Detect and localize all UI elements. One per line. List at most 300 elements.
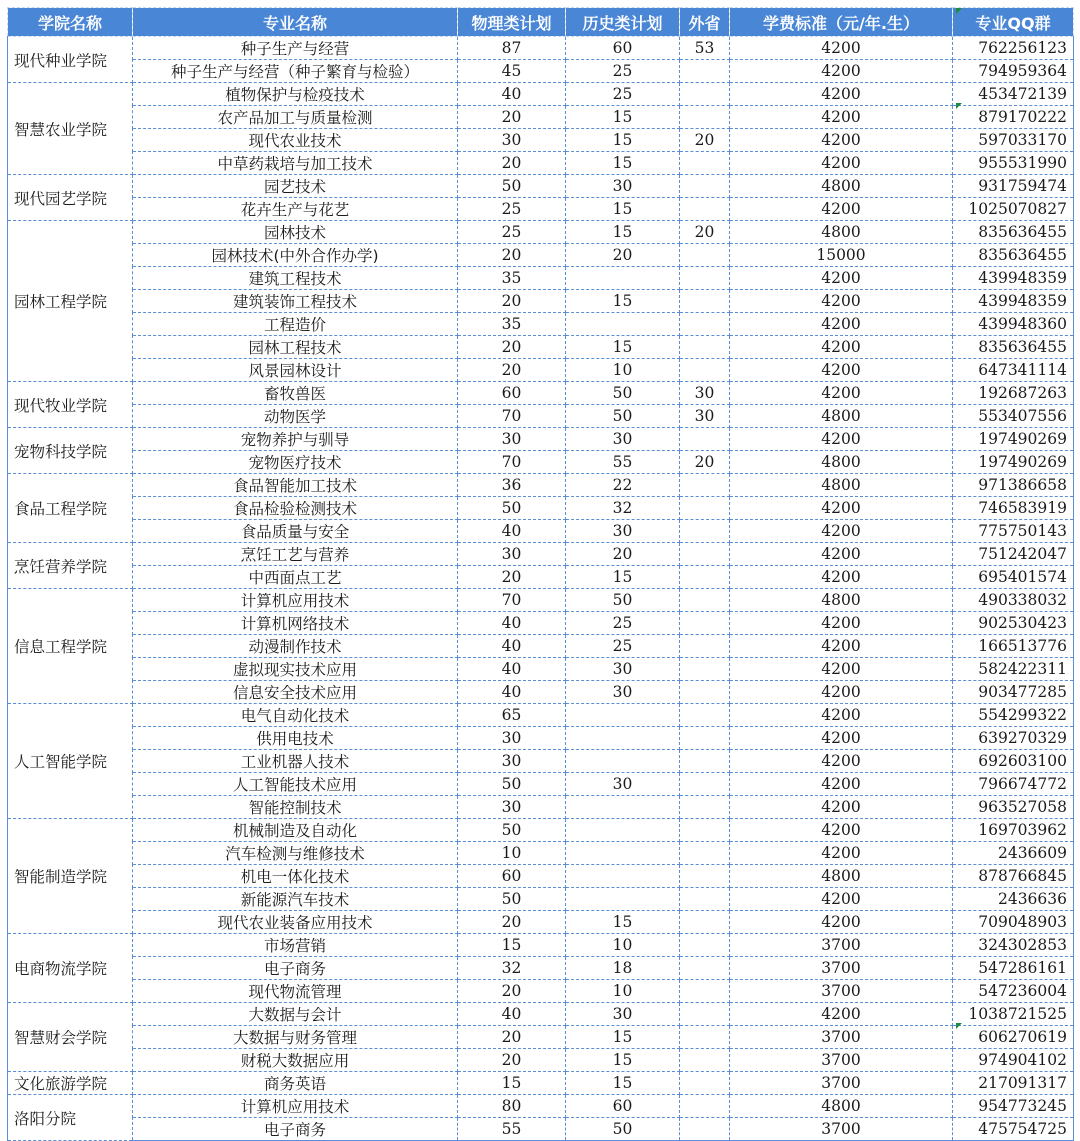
qq-group-cell[interactable]: 547286161	[953, 957, 1074, 980]
tuition-cell[interactable]: 4200	[730, 681, 953, 704]
tuition-cell[interactable]: 4800	[730, 221, 953, 244]
physics-plan-cell[interactable]: 50	[458, 888, 566, 911]
college-name-cell[interactable]: 宠物科技学院	[8, 428, 133, 474]
qq-group-cell[interactable]: 553407556	[953, 405, 1074, 428]
tuition-cell[interactable]: 4200	[730, 612, 953, 635]
tuition-cell[interactable]: 4200	[730, 106, 953, 129]
history-plan-cell[interactable]: 15	[566, 336, 680, 359]
major-cell[interactable]: 大数据与财务管理	[133, 1026, 458, 1049]
major-cell[interactable]: 园艺技术	[133, 175, 458, 198]
college-name-cell[interactable]: 智慧农业学院	[8, 83, 133, 175]
history-plan-cell[interactable]: 10	[566, 980, 680, 1003]
other-province-cell[interactable]	[680, 497, 730, 520]
other-province-cell[interactable]	[680, 543, 730, 566]
other-province-cell[interactable]	[680, 612, 730, 635]
other-province-cell[interactable]	[680, 1003, 730, 1026]
history-plan-cell[interactable]: 25	[566, 612, 680, 635]
physics-plan-cell[interactable]: 65	[458, 704, 566, 727]
history-plan-cell[interactable]: 15	[566, 911, 680, 934]
major-cell[interactable]: 中草药栽培与加工技术	[133, 152, 458, 175]
other-province-cell[interactable]	[680, 888, 730, 911]
qq-group-cell[interactable]: 2436609	[953, 842, 1074, 865]
physics-plan-cell[interactable]: 25	[458, 198, 566, 221]
physics-plan-cell[interactable]: 70	[458, 589, 566, 612]
tuition-cell[interactable]: 4200	[730, 382, 953, 405]
qq-group-cell[interactable]: 695401574	[953, 566, 1074, 589]
major-cell[interactable]: 建筑工程技术	[133, 267, 458, 290]
physics-plan-cell[interactable]: 10	[458, 842, 566, 865]
major-cell[interactable]: 食品质量与安全	[133, 520, 458, 543]
qq-group-cell[interactable]: 903477285	[953, 681, 1074, 704]
qq-group-cell[interactable]: 453472139	[953, 83, 1074, 106]
qq-group-cell[interactable]: 1038721525	[953, 1003, 1074, 1026]
other-province-cell[interactable]	[680, 198, 730, 221]
history-plan-cell[interactable]: 15	[566, 566, 680, 589]
other-province-cell[interactable]	[680, 1072, 730, 1095]
physics-plan-cell[interactable]: 50	[458, 819, 566, 842]
tuition-cell[interactable]: 4200	[730, 497, 953, 520]
physics-plan-cell[interactable]: 30	[458, 727, 566, 750]
tuition-cell[interactable]: 4200	[730, 267, 953, 290]
tuition-cell[interactable]: 4800	[730, 405, 953, 428]
physics-plan-cell[interactable]: 60	[458, 382, 566, 405]
major-cell[interactable]: 园林技术	[133, 221, 458, 244]
other-province-cell[interactable]	[680, 635, 730, 658]
tuition-cell[interactable]: 4200	[730, 543, 953, 566]
history-plan-cell[interactable]: 25	[566, 60, 680, 83]
physics-plan-cell[interactable]: 50	[458, 175, 566, 198]
physics-plan-cell[interactable]: 20	[458, 336, 566, 359]
qq-group-cell[interactable]: 582422311	[953, 658, 1074, 681]
qq-group-cell[interactable]: 197490269	[953, 428, 1074, 451]
tuition-cell[interactable]: 4200	[730, 359, 953, 382]
history-plan-cell[interactable]	[566, 267, 680, 290]
history-plan-cell[interactable]: 15	[566, 290, 680, 313]
history-plan-cell[interactable]: 30	[566, 520, 680, 543]
other-province-cell[interactable]	[680, 842, 730, 865]
tuition-cell[interactable]: 3700	[730, 1026, 953, 1049]
college-name-cell[interactable]: 信息工程学院	[8, 589, 133, 704]
qq-group-cell[interactable]: 2436636	[953, 888, 1074, 911]
history-plan-cell[interactable]: 50	[566, 1118, 680, 1141]
physics-plan-cell[interactable]: 60	[458, 865, 566, 888]
major-cell[interactable]: 农产品加工与质量检测	[133, 106, 458, 129]
physics-plan-cell[interactable]: 30	[458, 428, 566, 451]
other-province-cell[interactable]	[680, 290, 730, 313]
qq-group-cell[interactable]: 439948360	[953, 313, 1074, 336]
history-plan-cell[interactable]	[566, 313, 680, 336]
qq-group-cell[interactable]: 878766845	[953, 865, 1074, 888]
history-plan-cell[interactable]: 30	[566, 175, 680, 198]
header-major[interactable]: 专业名称	[133, 8, 458, 37]
major-cell[interactable]: 财税大数据应用	[133, 1049, 458, 1072]
qq-group-cell[interactable]: 192687263	[953, 382, 1074, 405]
history-plan-cell[interactable]: 30	[566, 428, 680, 451]
physics-plan-cell[interactable]: 40	[458, 681, 566, 704]
physics-plan-cell[interactable]: 50	[458, 497, 566, 520]
tuition-cell[interactable]: 4200	[730, 819, 953, 842]
physics-plan-cell[interactable]: 30	[458, 543, 566, 566]
tuition-cell[interactable]: 3700	[730, 957, 953, 980]
physics-plan-cell[interactable]: 55	[458, 1118, 566, 1141]
major-cell[interactable]: 工业机器人技术	[133, 750, 458, 773]
tuition-cell[interactable]: 4800	[730, 451, 953, 474]
tuition-cell[interactable]: 3700	[730, 1072, 953, 1095]
history-plan-cell[interactable]: 10	[566, 934, 680, 957]
major-cell[interactable]: 种子生产与经营	[133, 37, 458, 60]
physics-plan-cell[interactable]: 25	[458, 221, 566, 244]
qq-group-cell[interactable]: 166513776	[953, 635, 1074, 658]
tuition-cell[interactable]: 4800	[730, 175, 953, 198]
history-plan-cell[interactable]: 25	[566, 635, 680, 658]
header-tuition[interactable]: 学费标准（元/年.生）	[730, 8, 953, 37]
qq-group-cell[interactable]: 955531990	[953, 152, 1074, 175]
other-province-cell[interactable]	[680, 1049, 730, 1072]
tuition-cell[interactable]: 4800	[730, 865, 953, 888]
qq-group-cell[interactable]: 692603100	[953, 750, 1074, 773]
history-plan-cell[interactable]: 15	[566, 1026, 680, 1049]
history-plan-cell[interactable]: 55	[566, 451, 680, 474]
history-plan-cell[interactable]	[566, 888, 680, 911]
major-cell[interactable]: 计算机网络技术	[133, 612, 458, 635]
major-cell[interactable]: 种子生产与经营（种子繁育与检验）	[133, 60, 458, 83]
physics-plan-cell[interactable]: 20	[458, 1026, 566, 1049]
college-name-cell[interactable]: 洛阳分院	[8, 1095, 133, 1141]
qq-group-cell[interactable]: 879170222	[953, 106, 1074, 129]
college-name-cell[interactable]: 现代种业学院	[8, 37, 133, 83]
other-province-cell[interactable]	[680, 796, 730, 819]
physics-plan-cell[interactable]: 80	[458, 1095, 566, 1118]
other-province-cell[interactable]	[680, 566, 730, 589]
physics-plan-cell[interactable]: 20	[458, 1049, 566, 1072]
major-cell[interactable]: 汽车检测与维修技术	[133, 842, 458, 865]
history-plan-cell[interactable]	[566, 842, 680, 865]
other-province-cell[interactable]: 30	[680, 405, 730, 428]
major-cell[interactable]: 园林技术(中外合作办学)	[133, 244, 458, 267]
history-plan-cell[interactable]: 15	[566, 1072, 680, 1095]
college-name-cell[interactable]: 电商物流学院	[8, 934, 133, 1003]
history-plan-cell[interactable]	[566, 704, 680, 727]
qq-group-cell[interactable]: 547236004	[953, 980, 1074, 1003]
physics-plan-cell[interactable]: 45	[458, 60, 566, 83]
physics-plan-cell[interactable]: 70	[458, 451, 566, 474]
major-cell[interactable]: 宠物医疗技术	[133, 451, 458, 474]
tuition-cell[interactable]: 3700	[730, 980, 953, 1003]
other-province-cell[interactable]	[680, 589, 730, 612]
physics-plan-cell[interactable]: 20	[458, 911, 566, 934]
qq-group-cell[interactable]: 639270329	[953, 727, 1074, 750]
qq-group-cell[interactable]: 606270619	[953, 1026, 1074, 1049]
major-cell[interactable]: 计算机应用技术	[133, 589, 458, 612]
other-province-cell[interactable]	[680, 83, 730, 106]
tuition-cell[interactable]: 3700	[730, 1118, 953, 1141]
other-province-cell[interactable]	[680, 934, 730, 957]
other-province-cell[interactable]	[680, 773, 730, 796]
major-cell[interactable]: 供用电技术	[133, 727, 458, 750]
history-plan-cell[interactable]: 15	[566, 1049, 680, 1072]
history-plan-cell[interactable]	[566, 865, 680, 888]
history-plan-cell[interactable]: 15	[566, 152, 680, 175]
college-name-cell[interactable]: 烹饪营养学院	[8, 543, 133, 589]
physics-plan-cell[interactable]: 15	[458, 1072, 566, 1095]
physics-plan-cell[interactable]: 20	[458, 290, 566, 313]
qq-group-cell[interactable]: 490338032	[953, 589, 1074, 612]
physics-plan-cell[interactable]: 70	[458, 405, 566, 428]
tuition-cell[interactable]: 4200	[730, 888, 953, 911]
major-cell[interactable]: 人工智能技术应用	[133, 773, 458, 796]
header-qq-group[interactable]: 专业QQ群	[953, 8, 1074, 37]
tuition-cell[interactable]: 4200	[730, 152, 953, 175]
header-college[interactable]: 学院名称	[8, 8, 133, 37]
other-province-cell[interactable]	[680, 681, 730, 704]
other-province-cell[interactable]	[680, 520, 730, 543]
major-cell[interactable]: 烹饪工艺与营养	[133, 543, 458, 566]
qq-group-cell[interactable]: 475754725	[953, 1118, 1074, 1141]
other-province-cell[interactable]	[680, 658, 730, 681]
qq-group-cell[interactable]: 751242047	[953, 543, 1074, 566]
physics-plan-cell[interactable]: 20	[458, 244, 566, 267]
tuition-cell[interactable]: 4200	[730, 313, 953, 336]
major-cell[interactable]: 商务英语	[133, 1072, 458, 1095]
physics-plan-cell[interactable]: 40	[458, 1003, 566, 1026]
physics-plan-cell[interactable]: 40	[458, 83, 566, 106]
other-province-cell[interactable]	[680, 819, 730, 842]
other-province-cell[interactable]: 20	[680, 221, 730, 244]
history-plan-cell[interactable]: 20	[566, 543, 680, 566]
tuition-cell[interactable]: 4200	[730, 773, 953, 796]
tuition-cell[interactable]: 4200	[730, 704, 953, 727]
other-province-cell[interactable]	[680, 152, 730, 175]
other-province-cell[interactable]	[680, 267, 730, 290]
other-province-cell[interactable]: 20	[680, 129, 730, 152]
physics-plan-cell[interactable]: 15	[458, 934, 566, 957]
physics-plan-cell[interactable]: 20	[458, 980, 566, 1003]
major-cell[interactable]: 食品检验检测技术	[133, 497, 458, 520]
major-cell[interactable]: 市场营销	[133, 934, 458, 957]
other-province-cell[interactable]	[680, 336, 730, 359]
other-province-cell[interactable]	[680, 428, 730, 451]
qq-group-cell[interactable]: 324302853	[953, 934, 1074, 957]
qq-group-cell[interactable]: 835636455	[953, 336, 1074, 359]
tuition-cell[interactable]: 4200	[730, 83, 953, 106]
qq-group-cell[interactable]: 1025070827	[953, 198, 1074, 221]
major-cell[interactable]: 动漫制作技术	[133, 635, 458, 658]
tuition-cell[interactable]: 4200	[730, 129, 953, 152]
physics-plan-cell[interactable]: 40	[458, 612, 566, 635]
qq-group-cell[interactable]: 794959364	[953, 60, 1074, 83]
other-province-cell[interactable]	[680, 980, 730, 1003]
other-province-cell[interactable]	[680, 1026, 730, 1049]
major-cell[interactable]: 电子商务	[133, 957, 458, 980]
history-plan-cell[interactable]: 30	[566, 773, 680, 796]
qq-group-cell[interactable]: 647341114	[953, 359, 1074, 382]
college-name-cell[interactable]: 文化旅游学院	[8, 1072, 133, 1095]
tuition-cell[interactable]: 4200	[730, 37, 953, 60]
qq-group-cell[interactable]: 902530423	[953, 612, 1074, 635]
qq-group-cell[interactable]: 217091317	[953, 1072, 1074, 1095]
physics-plan-cell[interactable]: 40	[458, 658, 566, 681]
history-plan-cell[interactable]: 50	[566, 382, 680, 405]
physics-plan-cell[interactable]: 20	[458, 566, 566, 589]
college-name-cell[interactable]: 园林工程学院	[8, 221, 133, 382]
major-cell[interactable]: 大数据与会计	[133, 1003, 458, 1026]
physics-plan-cell[interactable]: 35	[458, 267, 566, 290]
qq-group-cell[interactable]: 971386658	[953, 474, 1074, 497]
history-plan-cell[interactable]: 50	[566, 405, 680, 428]
college-name-cell[interactable]: 现代园艺学院	[8, 175, 133, 221]
other-province-cell[interactable]: 20	[680, 451, 730, 474]
other-province-cell[interactable]: 30	[680, 382, 730, 405]
major-cell[interactable]: 风景园林设计	[133, 359, 458, 382]
tuition-cell[interactable]: 4200	[730, 60, 953, 83]
qq-group-cell[interactable]: 746583919	[953, 497, 1074, 520]
history-plan-cell[interactable]: 30	[566, 658, 680, 681]
major-cell[interactable]: 畜牧兽医	[133, 382, 458, 405]
tuition-cell[interactable]: 4200	[730, 911, 953, 934]
major-cell[interactable]: 新能源汽车技术	[133, 888, 458, 911]
qq-group-cell[interactable]: 974904102	[953, 1049, 1074, 1072]
physics-plan-cell[interactable]: 40	[458, 520, 566, 543]
other-province-cell[interactable]	[680, 106, 730, 129]
physics-plan-cell[interactable]: 32	[458, 957, 566, 980]
major-cell[interactable]: 宠物养护与驯导	[133, 428, 458, 451]
major-cell[interactable]: 电子商务	[133, 1118, 458, 1141]
major-cell[interactable]: 虚拟现实技术应用	[133, 658, 458, 681]
history-plan-cell[interactable]	[566, 819, 680, 842]
other-province-cell[interactable]	[680, 474, 730, 497]
history-plan-cell[interactable]: 30	[566, 1003, 680, 1026]
history-plan-cell[interactable]: 15	[566, 221, 680, 244]
history-plan-cell[interactable]: 15	[566, 106, 680, 129]
history-plan-cell[interactable]	[566, 750, 680, 773]
major-cell[interactable]: 现代农业装备应用技术	[133, 911, 458, 934]
history-plan-cell[interactable]: 20	[566, 244, 680, 267]
qq-group-cell[interactable]: 439948359	[953, 290, 1074, 313]
qq-group-cell[interactable]: 439948359	[953, 267, 1074, 290]
major-cell[interactable]: 计算机应用技术	[133, 1095, 458, 1118]
major-cell[interactable]: 建筑装饰工程技术	[133, 290, 458, 313]
header-physics-plan[interactable]: 物理类计划	[458, 8, 566, 37]
history-plan-cell[interactable]: 60	[566, 37, 680, 60]
other-province-cell[interactable]	[680, 911, 730, 934]
tuition-cell[interactable]: 15000	[730, 244, 953, 267]
tuition-cell[interactable]: 3700	[730, 934, 953, 957]
tuition-cell[interactable]: 4200	[730, 566, 953, 589]
other-province-cell[interactable]	[680, 313, 730, 336]
qq-group-cell[interactable]: 931759474	[953, 175, 1074, 198]
history-plan-cell[interactable]: 22	[566, 474, 680, 497]
history-plan-cell[interactable]: 25	[566, 83, 680, 106]
college-name-cell[interactable]: 智慧财会学院	[8, 1003, 133, 1072]
history-plan-cell[interactable]: 15	[566, 198, 680, 221]
qq-group-cell[interactable]: 762256123	[953, 37, 1074, 60]
physics-plan-cell[interactable]: 20	[458, 152, 566, 175]
header-other-province[interactable]: 外省	[680, 8, 730, 37]
major-cell[interactable]: 园林工程技术	[133, 336, 458, 359]
tuition-cell[interactable]: 4200	[730, 635, 953, 658]
other-province-cell[interactable]	[680, 244, 730, 267]
college-name-cell[interactable]: 现代牧业学院	[8, 382, 133, 428]
qq-group-cell[interactable]: 597033170	[953, 129, 1074, 152]
other-province-cell[interactable]	[680, 957, 730, 980]
qq-group-cell[interactable]: 775750143	[953, 520, 1074, 543]
physics-plan-cell[interactable]: 87	[458, 37, 566, 60]
physics-plan-cell[interactable]: 30	[458, 750, 566, 773]
other-province-cell[interactable]	[680, 727, 730, 750]
qq-group-cell[interactable]: 835636455	[953, 221, 1074, 244]
major-cell[interactable]: 信息安全技术应用	[133, 681, 458, 704]
major-cell[interactable]: 中西面点工艺	[133, 566, 458, 589]
tuition-cell[interactable]: 4800	[730, 589, 953, 612]
tuition-cell[interactable]: 4200	[730, 520, 953, 543]
major-cell[interactable]: 电气自动化技术	[133, 704, 458, 727]
major-cell[interactable]: 智能控制技术	[133, 796, 458, 819]
other-province-cell[interactable]	[680, 175, 730, 198]
history-plan-cell[interactable]: 32	[566, 497, 680, 520]
other-province-cell[interactable]	[680, 750, 730, 773]
history-plan-cell[interactable]: 10	[566, 359, 680, 382]
header-history-plan[interactable]: 历史类计划	[566, 8, 680, 37]
other-province-cell[interactable]	[680, 704, 730, 727]
history-plan-cell[interactable]	[566, 796, 680, 819]
other-province-cell[interactable]	[680, 60, 730, 83]
tuition-cell[interactable]: 4800	[730, 474, 953, 497]
qq-group-cell[interactable]: 709048903	[953, 911, 1074, 934]
tuition-cell[interactable]: 4200	[730, 796, 953, 819]
tuition-cell[interactable]: 4200	[730, 428, 953, 451]
qq-group-cell[interactable]: 954773245	[953, 1095, 1074, 1118]
history-plan-cell[interactable]	[566, 727, 680, 750]
other-province-cell[interactable]	[680, 865, 730, 888]
tuition-cell[interactable]: 4200	[730, 336, 953, 359]
history-plan-cell[interactable]: 30	[566, 681, 680, 704]
major-cell[interactable]: 现代农业技术	[133, 129, 458, 152]
physics-plan-cell[interactable]: 20	[458, 106, 566, 129]
physics-plan-cell[interactable]: 20	[458, 359, 566, 382]
major-cell[interactable]: 现代物流管理	[133, 980, 458, 1003]
tuition-cell[interactable]: 4200	[730, 290, 953, 313]
tuition-cell[interactable]: 4200	[730, 750, 953, 773]
major-cell[interactable]: 食品智能加工技术	[133, 474, 458, 497]
qq-group-cell[interactable]: 796674772	[953, 773, 1074, 796]
qq-group-cell[interactable]: 197490269	[953, 451, 1074, 474]
major-cell[interactable]: 动物医学	[133, 405, 458, 428]
other-province-cell[interactable]	[680, 1118, 730, 1141]
tuition-cell[interactable]: 4800	[730, 1095, 953, 1118]
major-cell[interactable]: 花卉生产与花艺	[133, 198, 458, 221]
qq-group-cell[interactable]: 963527058	[953, 796, 1074, 819]
tuition-cell[interactable]: 4200	[730, 198, 953, 221]
tuition-cell[interactable]: 4200	[730, 842, 953, 865]
major-cell[interactable]: 植物保护与检疫技术	[133, 83, 458, 106]
physics-plan-cell[interactable]: 50	[458, 773, 566, 796]
tuition-cell[interactable]: 4200	[730, 727, 953, 750]
tuition-cell[interactable]: 4200	[730, 1003, 953, 1026]
tuition-cell[interactable]: 4200	[730, 658, 953, 681]
tuition-cell[interactable]: 3700	[730, 1049, 953, 1072]
college-name-cell[interactable]: 智能制造学院	[8, 819, 133, 934]
other-province-cell[interactable]	[680, 359, 730, 382]
major-cell[interactable]: 工程造价	[133, 313, 458, 336]
history-plan-cell[interactable]: 50	[566, 589, 680, 612]
history-plan-cell[interactable]: 15	[566, 129, 680, 152]
physics-plan-cell[interactable]: 35	[458, 313, 566, 336]
qq-group-cell[interactable]: 835636455	[953, 244, 1074, 267]
college-name-cell[interactable]: 人工智能学院	[8, 704, 133, 819]
qq-group-cell[interactable]: 554299322	[953, 704, 1074, 727]
physics-plan-cell[interactable]: 40	[458, 635, 566, 658]
major-cell[interactable]: 机电一体化技术	[133, 865, 458, 888]
